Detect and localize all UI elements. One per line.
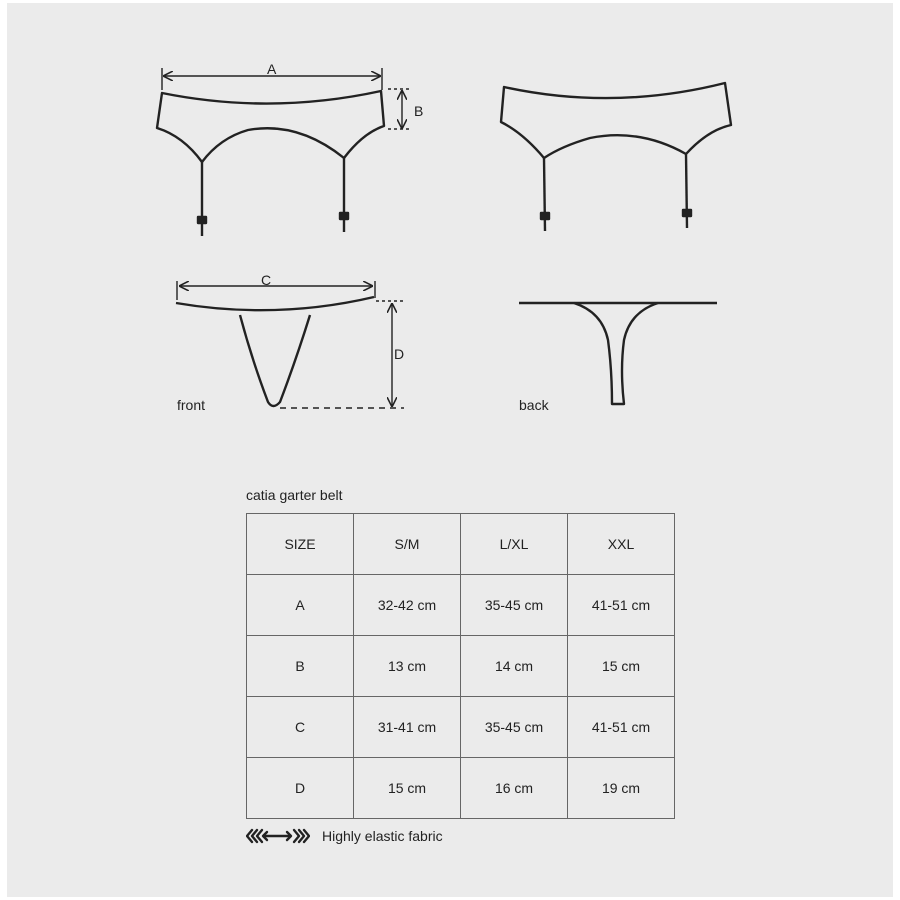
header-cell: XXL [568, 514, 675, 575]
size-table [246, 513, 675, 819]
dimension-b-arrow [388, 89, 410, 129]
view-label-back: back [519, 397, 549, 413]
dimension-a-label: A [267, 61, 277, 77]
table-cell: 15 cm [568, 636, 675, 697]
garter-belt-front-drawing [157, 91, 384, 236]
header-cell: SIZE [247, 514, 354, 575]
table-cell: 41-51 cm [568, 697, 675, 758]
table-header-row [247, 514, 675, 575]
table-cell: B [247, 636, 354, 697]
table-cell: 14 cm [461, 636, 568, 697]
dimension-d-arrow [280, 301, 404, 408]
legend-text: Highly elastic fabric [322, 828, 443, 844]
table-title: catia garter belt [246, 487, 343, 503]
view-label-front: front [177, 397, 206, 413]
table-cell: 35-45 cm [461, 575, 568, 636]
thong-back-drawing [519, 303, 717, 404]
thong-front-drawing [176, 297, 374, 406]
table-cell: C [247, 697, 354, 758]
dimension-c-label: C [261, 272, 272, 288]
header-cell: S/M [354, 514, 461, 575]
table-cell: 13 cm [354, 636, 461, 697]
table-cell: D [247, 758, 354, 819]
table-row [247, 636, 675, 697]
stretch-arrows-icon [246, 826, 310, 846]
table-cell: 16 cm [461, 758, 568, 819]
table-row [247, 758, 675, 819]
dimension-d-label: D [394, 346, 405, 362]
dimension-c-arrow [177, 281, 375, 300]
table-cell: 41-51 cm [568, 575, 675, 636]
table-cell: 35-45 cm [461, 697, 568, 758]
table-cell: 32-42 cm [354, 575, 461, 636]
table-cell: 15 cm [354, 758, 461, 819]
table-row [247, 575, 675, 636]
table-cell: A [247, 575, 354, 636]
garter-belt-back-drawing [501, 83, 731, 231]
table-cell: 19 cm [568, 758, 675, 819]
dimension-b-label: B [414, 103, 424, 119]
table-cell: 31-41 cm [354, 697, 461, 758]
table-row [247, 697, 675, 758]
header-cell: L/XL [461, 514, 568, 575]
